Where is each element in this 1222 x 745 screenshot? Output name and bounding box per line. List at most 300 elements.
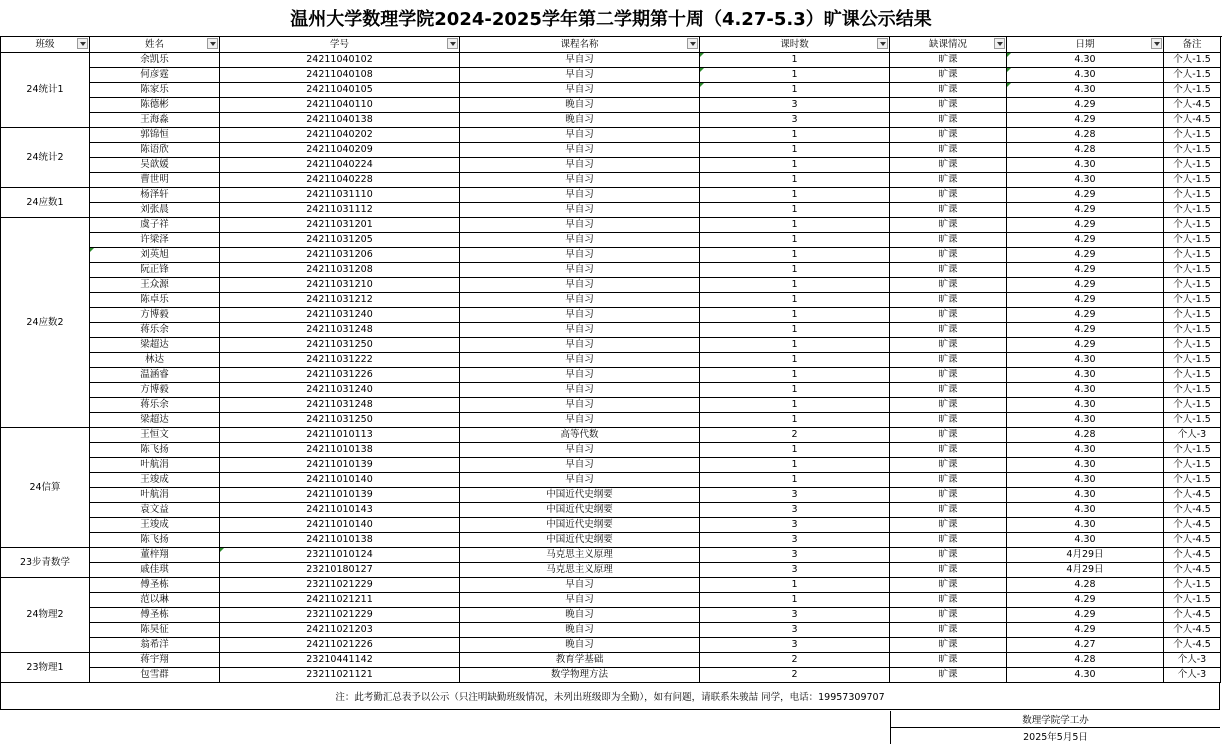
remark-cell[interactable]: 个人-1.5 [1164,278,1221,293]
student-name-cell[interactable]: 刘张晨 [90,203,220,218]
student-name-cell[interactable]: 傅圣栋 [90,578,220,593]
course-name-cell[interactable]: 中国近代史纲要 [460,488,700,503]
remark-cell[interactable]: 个人-1.5 [1164,68,1221,83]
absence-status-cell[interactable]: 旷课 [890,548,1007,563]
course-name-cell[interactable]: 早自习 [460,593,700,608]
student-name-cell[interactable]: 王海淼 [90,113,220,128]
student-name-cell[interactable]: 董梓翔 [90,548,220,563]
course-name-cell[interactable]: 早自习 [460,368,700,383]
course-name-cell[interactable]: 晚自习 [460,608,700,623]
absence-status-cell[interactable]: 旷课 [890,173,1007,188]
absence-status-cell[interactable]: 旷课 [890,413,1007,428]
remark-cell[interactable]: 个人-1.5 [1164,128,1221,143]
absence-date-cell[interactable]: 4月29日 [1007,548,1164,563]
absence-status-cell[interactable]: 旷课 [890,473,1007,488]
class-hours-cell[interactable]: 1 [700,353,890,368]
course-name-cell[interactable]: 早自习 [460,188,700,203]
remark-cell[interactable]: 个人-4.5 [1164,548,1221,563]
class-hours-cell[interactable]: 1 [700,323,890,338]
student-name-cell[interactable]: 杨泽轩 [90,188,220,203]
student-name-cell[interactable]: 何彦霆 [90,68,220,83]
filter-dropdown-icon[interactable] [77,38,88,49]
absence-status-cell[interactable]: 旷课 [890,578,1007,593]
class-hours-cell[interactable]: 1 [700,248,890,263]
absence-date-cell[interactable]: 4.30 [1007,518,1164,533]
student-id-cell[interactable]: 24211010139 [220,458,460,473]
course-name-cell[interactable]: 早自习 [460,308,700,323]
student-name-cell[interactable]: 王恒文 [90,428,220,443]
absence-status-cell[interactable]: 旷课 [890,293,1007,308]
absence-date-cell[interactable]: 4.28 [1007,428,1164,443]
absence-date-cell[interactable]: 4.29 [1007,188,1164,203]
absence-status-cell[interactable]: 旷课 [890,68,1007,83]
remark-cell[interactable]: 个人-1.5 [1164,308,1221,323]
absence-date-cell[interactable]: 4.30 [1007,413,1164,428]
absence-status-cell[interactable]: 旷课 [890,53,1007,68]
student-id-cell[interactable]: 24211040202 [220,128,460,143]
student-name-cell[interactable]: 包雪群 [90,668,220,683]
absence-date-cell[interactable]: 4.29 [1007,248,1164,263]
course-name-cell[interactable]: 晚自习 [460,623,700,638]
student-id-cell[interactable]: 24211031212 [220,293,460,308]
absence-status-cell[interactable]: 旷课 [890,383,1007,398]
student-name-cell[interactable]: 郭锦恒 [90,128,220,143]
class-hours-cell[interactable]: 3 [700,608,890,623]
remark-cell[interactable]: 个人-1.5 [1164,263,1221,278]
class-cell[interactable]: 24应数1 [1,188,90,218]
class-cell[interactable]: 23物理1 [1,653,90,683]
student-id-cell[interactable]: 24211021203 [220,623,460,638]
class-hours-cell[interactable]: 1 [700,473,890,488]
absence-date-cell[interactable]: 4.29 [1007,308,1164,323]
student-id-cell[interactable]: 24211031240 [220,308,460,323]
absence-date-cell[interactable]: 4.29 [1007,623,1164,638]
class-hours-cell[interactable]: 3 [700,488,890,503]
class-hours-cell[interactable]: 3 [700,563,890,578]
absence-status-cell[interactable]: 旷课 [890,308,1007,323]
absence-status-cell[interactable]: 旷课 [890,518,1007,533]
student-id-cell[interactable]: 24211031250 [220,413,460,428]
class-hours-cell[interactable]: 1 [700,263,890,278]
class-hours-cell[interactable]: 1 [700,578,890,593]
student-id-cell[interactable]: 24211010113 [220,428,460,443]
student-id-cell[interactable]: 24211021211 [220,593,460,608]
filter-dropdown-icon[interactable] [207,38,218,49]
absence-date-cell[interactable]: 4.29 [1007,113,1164,128]
absence-date-cell[interactable]: 4.30 [1007,158,1164,173]
class-cell[interactable]: 24应数2 [1,218,90,428]
absence-status-cell[interactable]: 旷课 [890,263,1007,278]
course-name-cell[interactable]: 中国近代史纲要 [460,533,700,548]
remark-cell[interactable]: 个人-1.5 [1164,578,1221,593]
course-name-cell[interactable]: 早自习 [460,473,700,488]
student-id-cell[interactable]: 24211031112 [220,203,460,218]
student-name-cell[interactable]: 方博毅 [90,308,220,323]
class-hours-cell[interactable]: 1 [700,218,890,233]
course-name-cell[interactable]: 早自习 [460,68,700,83]
class-hours-cell[interactable]: 1 [700,53,890,68]
course-name-cell[interactable]: 早自习 [460,158,700,173]
student-id-cell[interactable]: 24211031201 [220,218,460,233]
course-name-cell[interactable]: 早自习 [460,203,700,218]
course-name-cell[interactable]: 晚自习 [460,638,700,653]
class-hours-cell[interactable]: 1 [700,293,890,308]
class-hours-cell[interactable]: 1 [700,278,890,293]
class-hours-cell[interactable]: 1 [700,143,890,158]
course-name-cell[interactable]: 早自习 [460,218,700,233]
class-hours-cell[interactable]: 3 [700,98,890,113]
student-name-cell[interactable]: 陈卓乐 [90,293,220,308]
absence-date-cell[interactable]: 4.29 [1007,218,1164,233]
absence-status-cell[interactable]: 旷课 [890,368,1007,383]
class-hours-cell[interactable]: 2 [700,428,890,443]
student-id-cell[interactable]: 24211040108 [220,68,460,83]
student-id-cell[interactable]: 24211031110 [220,188,460,203]
student-name-cell[interactable]: 王众源 [90,278,220,293]
student-id-cell[interactable]: 24211010138 [220,533,460,548]
course-name-cell[interactable]: 早自习 [460,263,700,278]
course-name-cell[interactable]: 晚自习 [460,98,700,113]
absence-date-cell[interactable]: 4.30 [1007,473,1164,488]
course-name-cell[interactable]: 早自习 [460,83,700,98]
student-id-cell[interactable]: 23211021229 [220,578,460,593]
absence-status-cell[interactable]: 旷课 [890,458,1007,473]
class-hours-cell[interactable]: 1 [700,593,890,608]
student-name-cell[interactable]: 蒋宇翔 [90,653,220,668]
remark-cell[interactable]: 个人-1.5 [1164,473,1221,488]
class-cell[interactable]: 24物理2 [1,578,90,653]
absence-date-cell[interactable]: 4.27 [1007,638,1164,653]
student-name-cell[interactable]: 叶航涓 [90,488,220,503]
class-hours-cell[interactable]: 1 [700,368,890,383]
course-name-cell[interactable]: 早自习 [460,353,700,368]
course-name-cell[interactable]: 数学物理方法 [460,668,700,683]
student-name-cell[interactable]: 翁希洋 [90,638,220,653]
absence-date-cell[interactable]: 4.30 [1007,83,1164,98]
student-name-cell[interactable]: 王竣成 [90,473,220,488]
student-id-cell[interactable]: 24211031210 [220,278,460,293]
course-name-cell[interactable]: 早自习 [460,383,700,398]
class-hours-cell[interactable]: 1 [700,128,890,143]
student-id-cell[interactable]: 24211040228 [220,173,460,188]
absence-status-cell[interactable]: 旷课 [890,128,1007,143]
class-hours-cell[interactable]: 1 [700,83,890,98]
absence-status-cell[interactable]: 旷课 [890,443,1007,458]
remark-cell[interactable]: 个人-4.5 [1164,518,1221,533]
student-id-cell[interactable]: 24211040102 [220,53,460,68]
student-id-cell[interactable]: 24211031205 [220,233,460,248]
student-name-cell[interactable]: 曹世明 [90,173,220,188]
student-name-cell[interactable]: 范以琳 [90,593,220,608]
remark-cell[interactable]: 个人-1.5 [1164,83,1221,98]
absence-date-cell[interactable]: 4.30 [1007,398,1164,413]
absence-status-cell[interactable]: 旷课 [890,203,1007,218]
course-name-cell[interactable]: 早自习 [460,233,700,248]
student-id-cell[interactable]: 24211031248 [220,323,460,338]
student-id-cell[interactable]: 24211031250 [220,338,460,353]
absence-date-cell[interactable]: 4.29 [1007,293,1164,308]
absence-status-cell[interactable]: 旷课 [890,143,1007,158]
student-id-cell[interactable]: 24211031206 [220,248,460,263]
student-name-cell[interactable]: 陈昊征 [90,623,220,638]
absence-status-cell[interactable]: 旷课 [890,158,1007,173]
class-hours-cell[interactable]: 1 [700,308,890,323]
course-name-cell[interactable]: 中国近代史纲要 [460,518,700,533]
absence-date-cell[interactable]: 4.28 [1007,128,1164,143]
class-hours-cell[interactable]: 3 [700,113,890,128]
student-name-cell[interactable]: 王竣成 [90,518,220,533]
course-name-cell[interactable]: 晚自习 [460,113,700,128]
class-hours-cell[interactable]: 1 [700,173,890,188]
remark-cell[interactable]: 个人-1.5 [1164,458,1221,473]
absence-date-cell[interactable]: 4.29 [1007,323,1164,338]
absence-status-cell[interactable]: 旷课 [890,233,1007,248]
remark-cell[interactable]: 个人-4.5 [1164,608,1221,623]
remark-cell[interactable]: 个人-3 [1164,668,1221,683]
absence-status-cell[interactable]: 旷课 [890,428,1007,443]
remark-cell[interactable]: 个人-1.5 [1164,293,1221,308]
absence-date-cell[interactable]: 4.30 [1007,53,1164,68]
student-name-cell[interactable]: 梁超达 [90,338,220,353]
remark-cell[interactable]: 个人-1.5 [1164,188,1221,203]
course-name-cell[interactable]: 早自习 [460,578,700,593]
absence-status-cell[interactable]: 旷课 [890,623,1007,638]
student-name-cell[interactable]: 虞子祥 [90,218,220,233]
student-id-cell[interactable]: 23211021229 [220,608,460,623]
student-id-cell[interactable]: 24211040138 [220,113,460,128]
remark-cell[interactable]: 个人-1.5 [1164,398,1221,413]
absence-date-cell[interactable]: 4.30 [1007,353,1164,368]
absence-date-cell[interactable]: 4.30 [1007,503,1164,518]
filter-dropdown-icon[interactable] [687,38,698,49]
class-hours-cell[interactable]: 1 [700,158,890,173]
filter-dropdown-icon[interactable] [1151,38,1162,49]
remark-cell[interactable]: 个人-1.5 [1164,203,1221,218]
student-id-cell[interactable]: 24211031222 [220,353,460,368]
student-name-cell[interactable]: 戚佳琪 [90,563,220,578]
course-name-cell[interactable]: 早自习 [460,53,700,68]
absence-date-cell[interactable]: 4.30 [1007,383,1164,398]
student-id-cell[interactable]: 23210441142 [220,653,460,668]
absence-date-cell[interactable]: 4.29 [1007,608,1164,623]
student-name-cell[interactable]: 陈飞扬 [90,533,220,548]
student-name-cell[interactable]: 方博毅 [90,383,220,398]
course-name-cell[interactable]: 马克思主义原理 [460,548,700,563]
remark-cell[interactable]: 个人-1.5 [1164,338,1221,353]
course-name-cell[interactable]: 教育学基础 [460,653,700,668]
class-cell[interactable]: 24统计2 [1,128,90,188]
student-name-cell[interactable]: 刘英旭 [90,248,220,263]
student-id-cell[interactable]: 24211010138 [220,443,460,458]
student-id-cell[interactable]: 23211021121 [220,668,460,683]
absence-date-cell[interactable]: 4.30 [1007,458,1164,473]
student-id-cell[interactable]: 24211031208 [220,263,460,278]
student-id-cell[interactable]: 24211040110 [220,98,460,113]
course-name-cell[interactable]: 早自习 [460,248,700,263]
student-id-cell[interactable]: 24211010140 [220,473,460,488]
student-name-cell[interactable]: 傅圣栋 [90,608,220,623]
student-name-cell[interactable]: 叶航涓 [90,458,220,473]
remark-cell[interactable]: 个人-1.5 [1164,593,1221,608]
course-name-cell[interactable]: 早自习 [460,413,700,428]
course-name-cell[interactable]: 早自习 [460,143,700,158]
student-name-cell[interactable]: 蒋乐余 [90,398,220,413]
absence-status-cell[interactable]: 旷课 [890,563,1007,578]
absence-status-cell[interactable]: 旷课 [890,278,1007,293]
absence-status-cell[interactable]: 旷课 [890,593,1007,608]
class-hours-cell[interactable]: 3 [700,623,890,638]
absence-status-cell[interactable]: 旷课 [890,668,1007,683]
absence-date-cell[interactable]: 4.28 [1007,143,1164,158]
remark-cell[interactable]: 个人-1.5 [1164,323,1221,338]
remark-cell[interactable]: 个人-1.5 [1164,353,1221,368]
remark-cell[interactable]: 个人-4.5 [1164,533,1221,548]
remark-cell[interactable]: 个人-4.5 [1164,623,1221,638]
student-id-cell[interactable]: 24211010143 [220,503,460,518]
class-cell[interactable]: 24信算 [1,428,90,548]
absence-date-cell[interactable]: 4.28 [1007,653,1164,668]
student-id-cell[interactable]: 24211021226 [220,638,460,653]
remark-cell[interactable]: 个人-4.5 [1164,488,1221,503]
absence-status-cell[interactable]: 旷课 [890,83,1007,98]
remark-cell[interactable]: 个人-1.5 [1164,443,1221,458]
class-hours-cell[interactable]: 1 [700,443,890,458]
student-id-cell[interactable]: 24211031248 [220,398,460,413]
course-name-cell[interactable]: 早自习 [460,173,700,188]
class-cell[interactable]: 23步青数学 [1,548,90,578]
absence-date-cell[interactable]: 4.29 [1007,263,1164,278]
class-hours-cell[interactable]: 1 [700,383,890,398]
absence-status-cell[interactable]: 旷课 [890,113,1007,128]
remark-cell[interactable]: 个人-1.5 [1164,368,1221,383]
filter-dropdown-icon[interactable] [994,38,1005,49]
absence-date-cell[interactable]: 4.29 [1007,338,1164,353]
student-name-cell[interactable]: 许梁泽 [90,233,220,248]
class-hours-cell[interactable]: 1 [700,413,890,428]
student-name-cell[interactable]: 陈语欣 [90,143,220,158]
absence-date-cell[interactable]: 4月29日 [1007,563,1164,578]
student-id-cell[interactable]: 24211040224 [220,158,460,173]
student-id-cell[interactable]: 24211010140 [220,518,460,533]
class-hours-cell[interactable]: 3 [700,503,890,518]
class-hours-cell[interactable]: 3 [700,638,890,653]
absence-date-cell[interactable]: 4.30 [1007,668,1164,683]
class-cell[interactable]: 24统计1 [1,53,90,128]
class-hours-cell[interactable]: 1 [700,203,890,218]
absence-status-cell[interactable]: 旷课 [890,488,1007,503]
remark-cell[interactable]: 个人-4.5 [1164,113,1221,128]
class-hours-cell[interactable]: 1 [700,233,890,248]
class-hours-cell[interactable]: 2 [700,653,890,668]
filter-dropdown-icon[interactable] [877,38,888,49]
course-name-cell[interactable]: 早自习 [460,338,700,353]
student-id-cell[interactable]: 24211010139 [220,488,460,503]
absence-date-cell[interactable]: 4.30 [1007,368,1164,383]
remark-cell[interactable]: 个人-1.5 [1164,218,1221,233]
course-name-cell[interactable]: 早自习 [460,278,700,293]
class-hours-cell[interactable]: 1 [700,188,890,203]
student-id-cell[interactable]: 24211031226 [220,368,460,383]
student-name-cell[interactable]: 梁超达 [90,413,220,428]
remark-cell[interactable]: 个人-1.5 [1164,233,1221,248]
absence-date-cell[interactable]: 4.29 [1007,203,1164,218]
remark-cell[interactable]: 个人-1.5 [1164,173,1221,188]
absence-status-cell[interactable]: 旷课 [890,503,1007,518]
class-hours-cell[interactable]: 3 [700,518,890,533]
student-name-cell[interactable]: 吴歆媛 [90,158,220,173]
student-name-cell[interactable]: 袁文益 [90,503,220,518]
absence-status-cell[interactable]: 旷课 [890,98,1007,113]
absence-status-cell[interactable]: 旷课 [890,398,1007,413]
student-name-cell[interactable]: 陈家乐 [90,83,220,98]
class-hours-cell[interactable]: 3 [700,533,890,548]
student-id-cell[interactable]: 24211040105 [220,83,460,98]
student-name-cell[interactable]: 余凯乐 [90,53,220,68]
absence-status-cell[interactable]: 旷课 [890,608,1007,623]
student-name-cell[interactable]: 蒋乐余 [90,323,220,338]
absence-status-cell[interactable]: 旷课 [890,533,1007,548]
absence-date-cell[interactable]: 4.28 [1007,578,1164,593]
course-name-cell[interactable]: 早自习 [460,458,700,473]
course-name-cell[interactable]: 早自习 [460,323,700,338]
absence-status-cell[interactable]: 旷课 [890,653,1007,668]
remark-cell[interactable]: 个人-3 [1164,428,1221,443]
class-hours-cell[interactable]: 1 [700,338,890,353]
class-hours-cell[interactable]: 1 [700,458,890,473]
student-name-cell[interactable]: 陈飞扬 [90,443,220,458]
absence-status-cell[interactable]: 旷课 [890,188,1007,203]
remark-cell[interactable]: 个人-4.5 [1164,98,1221,113]
absence-date-cell[interactable]: 4.29 [1007,98,1164,113]
student-name-cell[interactable]: 温涵睿 [90,368,220,383]
course-name-cell[interactable]: 早自习 [460,128,700,143]
remark-cell[interactable]: 个人-4.5 [1164,563,1221,578]
absence-date-cell[interactable]: 4.30 [1007,443,1164,458]
class-hours-cell[interactable]: 1 [700,68,890,83]
class-hours-cell[interactable]: 1 [700,398,890,413]
student-name-cell[interactable]: 阮正锋 [90,263,220,278]
absence-status-cell[interactable]: 旷课 [890,338,1007,353]
remark-cell[interactable]: 个人-1.5 [1164,53,1221,68]
student-name-cell[interactable]: 陈德彬 [90,98,220,113]
course-name-cell[interactable]: 马克思主义原理 [460,563,700,578]
remark-cell[interactable]: 个人-4.5 [1164,638,1221,653]
absence-date-cell[interactable]: 4.29 [1007,593,1164,608]
student-id-cell[interactable]: 23210180127 [220,563,460,578]
course-name-cell[interactable]: 中国近代史纲要 [460,503,700,518]
absence-status-cell[interactable]: 旷课 [890,638,1007,653]
student-name-cell[interactable]: 林达 [90,353,220,368]
remark-cell[interactable]: 个人-1.5 [1164,413,1221,428]
remark-cell[interactable]: 个人-1.5 [1164,143,1221,158]
student-id-cell[interactable]: 24211040209 [220,143,460,158]
absence-date-cell[interactable]: 4.29 [1007,233,1164,248]
student-id-cell[interactable]: 24211031240 [220,383,460,398]
absence-status-cell[interactable]: 旷课 [890,353,1007,368]
course-name-cell[interactable]: 早自习 [460,443,700,458]
remark-cell[interactable]: 个人-1.5 [1164,383,1221,398]
absence-status-cell[interactable]: 旷课 [890,218,1007,233]
filter-dropdown-icon[interactable] [447,38,458,49]
absence-date-cell[interactable]: 4.30 [1007,488,1164,503]
course-name-cell[interactable]: 高等代数 [460,428,700,443]
student-id-cell[interactable]: 23211010124 [220,548,460,563]
absence-date-cell[interactable]: 4.29 [1007,278,1164,293]
remark-cell[interactable]: 个人-3 [1164,653,1221,668]
remark-cell[interactable]: 个人-1.5 [1164,248,1221,263]
course-name-cell[interactable]: 早自习 [460,398,700,413]
course-name-cell[interactable]: 早自习 [460,293,700,308]
